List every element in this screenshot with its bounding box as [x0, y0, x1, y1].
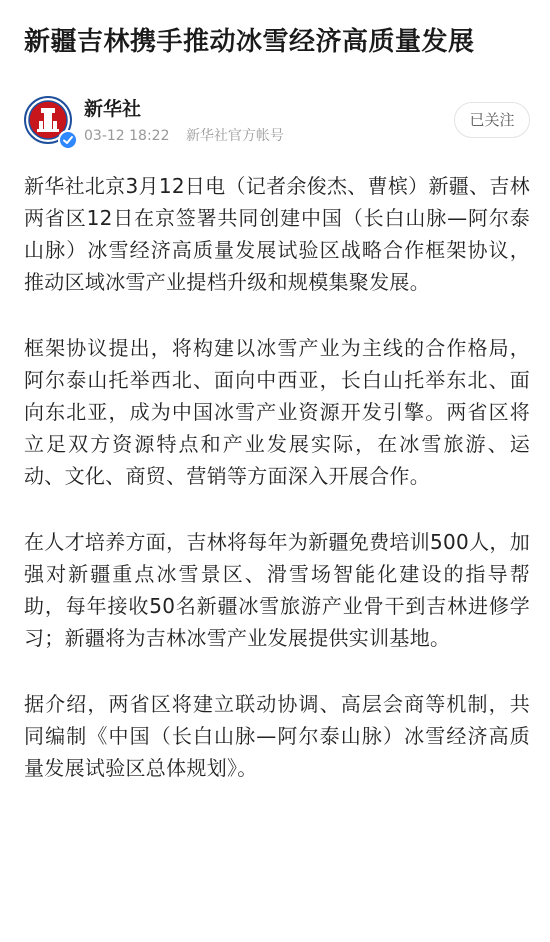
author-name[interactable]: 新华社 [84, 98, 142, 120]
article-body [24, 170, 530, 818]
article-title: 新疆吉林携手推动冰雪经济高质量发展 [24, 27, 475, 57]
follow-button[interactable]: 已关注 [454, 102, 530, 138]
author-bar [24, 94, 530, 148]
article-paragraph: 在人才培养方面，吉林将每年为新疆免费培训500人，加强对新疆重点冰雪景区、滑雪场智能化建设的指导帮助，每年接收50名新疆冰雪旅游产业骨干到吉林进修学习；新疆将为吉林冰雪产业发展提供实训基地。 [24, 530, 530, 650]
verified-check-icon [60, 132, 76, 148]
article-paragraph: 据介绍，两省区将建立联动协调、高层会商等机制，共同编制《中国（长白山脉—阿尔泰山脉）冰雪经济高质量发展试验区总体规划》。 [24, 692, 530, 780]
article-paragraph: 新华社北京3月12日电（记者余俊杰、曹槟）新疆、吉林两省区12日在京签署共同创建中国（长白山脉—阿尔泰山脉）冰雪经济高质量发展试验区战略合作框架协议，推动区域冰雪产业提档升级和规模集聚发展。 [24, 174, 530, 294]
verified-badge [58, 130, 78, 150]
author-avatar[interactable] [24, 96, 72, 144]
author-meta [84, 126, 284, 146]
article-paragraph: 框架协议提出，将构建以冰雪产业为主线的合作格局，阿尔泰山托举西北、面向中西亚，长白山托举东北、面向东北亚，成为中国冰雪产业资源开发引擎。两省区将立足双方资源特点和产业发展实际，在冰雪旅游、运动、文化、商贸、营销等方面深入开展合作。 [24, 336, 530, 488]
account-type: 新华社官方帐号 [185, 128, 284, 144]
publish-time: 03-12 18:22 [84, 128, 170, 144]
